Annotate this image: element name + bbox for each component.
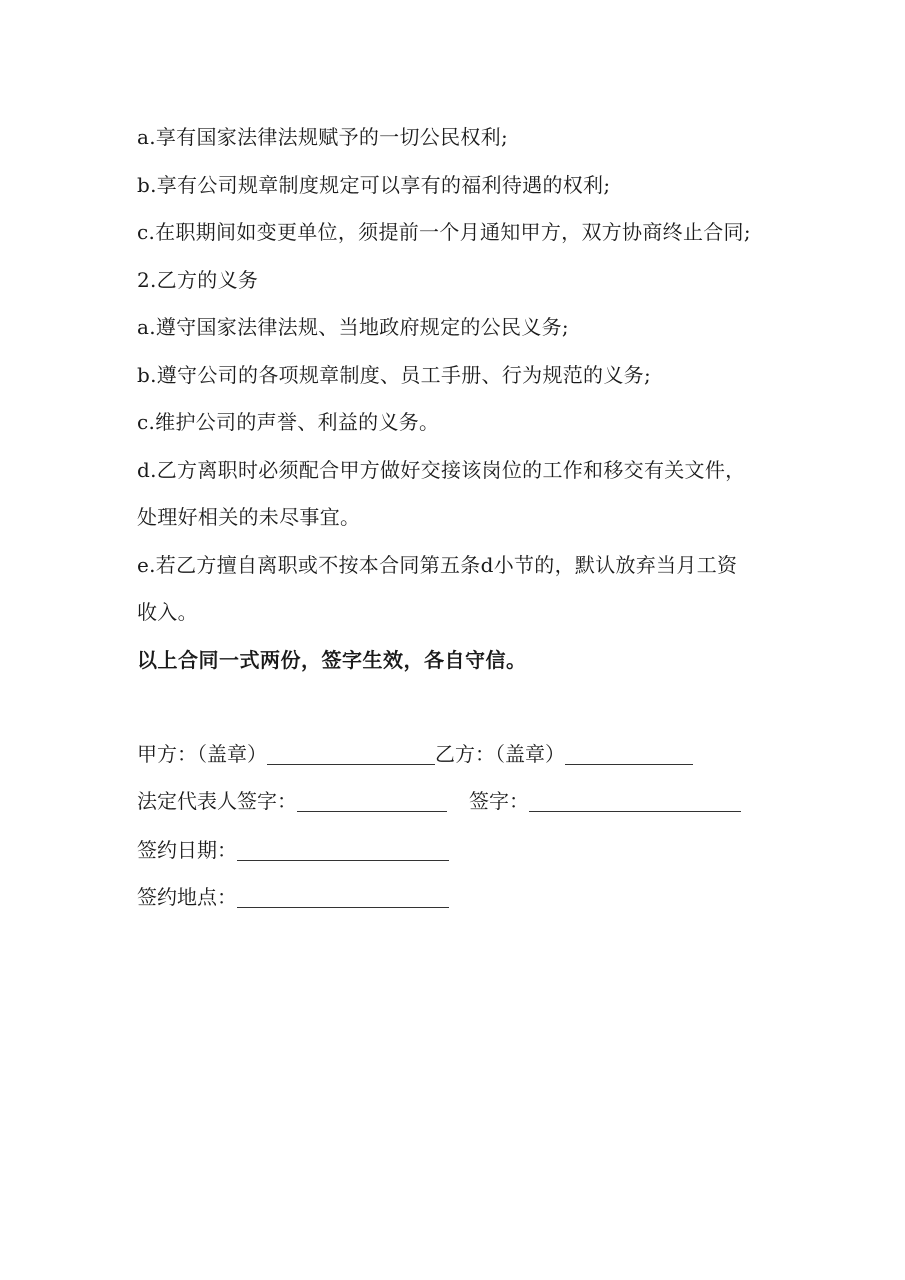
section-heading-obligations: 2.乙方的义务 bbox=[137, 268, 259, 292]
closing-statement: 以上合同一式两份，签字生效，各自守信。 bbox=[137, 648, 527, 672]
party-b-seal-blank[interactable] bbox=[565, 742, 693, 765]
legal-rep-label: 法定代表人签字： bbox=[137, 789, 297, 813]
clause-e-continuation: 收入。 bbox=[137, 600, 198, 624]
clause-b-obligations: b.遵守公司的各项规章制度、员工手册、行为规范的义务; bbox=[137, 363, 651, 387]
clause-a-rights: a.享有国家法律法规赋予的一切公民权利; bbox=[137, 125, 509, 149]
place-label: 签约地点： bbox=[137, 885, 237, 909]
party-b-label: 乙方：（盖章） bbox=[435, 742, 565, 766]
legal-rep-signature-row bbox=[137, 788, 741, 814]
clause-a-obligations: a.遵守国家法律法规、当地政府规定的公民义务; bbox=[137, 315, 569, 339]
sign-blank[interactable] bbox=[529, 789, 741, 812]
date-blank[interactable] bbox=[237, 838, 449, 861]
clause-e-obligations: e.若乙方擅自离职或不按本合同第五条d小节的，默认放弃当月工资 bbox=[137, 553, 738, 577]
clause-b-rights: b.享有公司规章制度规定可以享有的福利待遇的权利; bbox=[137, 173, 611, 197]
legal-rep-signature-blank[interactable] bbox=[297, 789, 447, 812]
party-a-seal-blank[interactable] bbox=[267, 742, 435, 765]
clause-d-obligations: d.乙方离职时必须配合甲方做好交接该岗位的工作和移交有关文件， bbox=[137, 458, 746, 482]
date-row bbox=[137, 837, 449, 863]
sign-label: 签字： bbox=[469, 789, 529, 813]
date-label: 签约日期： bbox=[137, 838, 237, 862]
place-row bbox=[137, 884, 449, 910]
clause-c-rights: c.在职期间如变更单位，须提前一个月通知甲方，双方协商终止合同; bbox=[137, 220, 751, 244]
clause-d-continuation: 处理好相关的未尽事宜。 bbox=[137, 505, 361, 529]
party-a-label: 甲方：（盖章） bbox=[137, 742, 267, 766]
place-blank[interactable] bbox=[237, 885, 449, 908]
clause-c-obligations: c.维护公司的声誉、利益的义务。 bbox=[137, 410, 440, 434]
party-signature-row bbox=[137, 741, 693, 767]
